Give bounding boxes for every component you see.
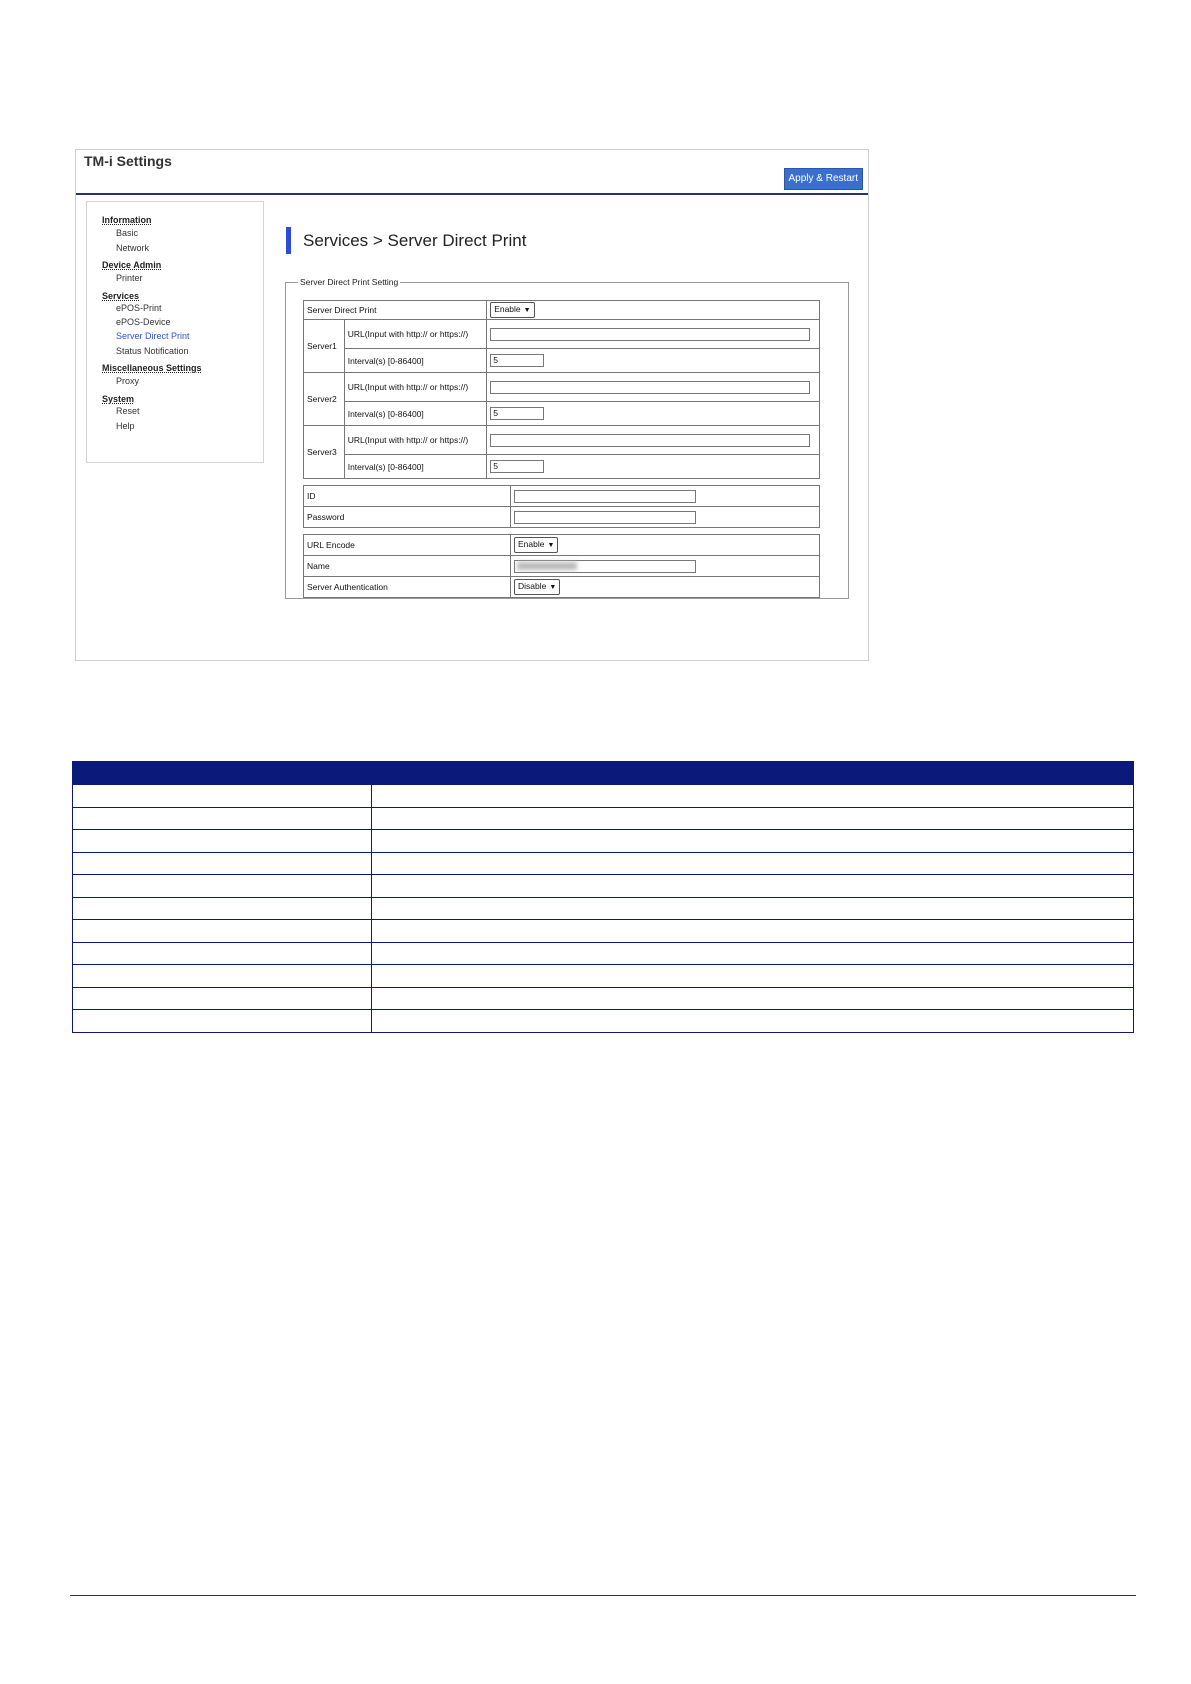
server1-label: Server1 xyxy=(304,320,345,373)
table-cell xyxy=(372,830,1134,853)
sdp-select-value: Enable xyxy=(494,304,521,314)
page-title: Services > Server Direct Print xyxy=(286,227,526,254)
table-row xyxy=(73,830,1134,853)
sidebar-item-proxy[interactable]: Proxy xyxy=(116,376,140,386)
table-cell xyxy=(73,852,372,875)
table-cell xyxy=(73,785,372,808)
app-title: TM-i Settings xyxy=(84,153,172,169)
password-cell xyxy=(511,507,820,528)
table-cell xyxy=(73,942,372,965)
table-cell xyxy=(372,942,1134,965)
table-cell xyxy=(73,1010,372,1033)
server1-interval-label: Interval(s) [0-86400] xyxy=(344,349,486,373)
credentials-table xyxy=(303,485,820,528)
table-row xyxy=(73,965,1134,988)
server2-interval-cell xyxy=(487,402,820,426)
sidebar-item-status-notification[interactable]: Status Notification xyxy=(116,346,189,356)
table-row xyxy=(73,875,1134,898)
document-table-header-cell xyxy=(372,762,1134,785)
table-row xyxy=(73,1010,1134,1033)
table-cell xyxy=(372,1010,1134,1033)
server2-url-label: URL(Input with http:// or https://) xyxy=(344,373,486,402)
sidebar-group-system[interactable]: System xyxy=(102,394,135,404)
url-encode-select[interactable] xyxy=(514,537,558,553)
sidebar-item-epos-device[interactable]: ePOS-Device xyxy=(116,317,171,327)
options-table xyxy=(303,534,820,598)
sidebar-group-misc-settings[interactable]: Miscellaneous Settings xyxy=(102,363,202,373)
server3-url-cell xyxy=(487,426,820,455)
table-cell xyxy=(372,897,1134,920)
server-auth-cell xyxy=(511,577,820,598)
sidebar-item-basic[interactable]: Basic xyxy=(116,228,139,238)
url-encode-cell xyxy=(511,535,820,556)
table-cell xyxy=(372,920,1134,943)
url-encode-value: Enable xyxy=(518,539,545,549)
server2-label: Server2 xyxy=(304,373,345,426)
server-auth-select[interactable] xyxy=(514,579,560,595)
table-cell xyxy=(73,875,372,898)
fieldset-legend: Server Direct Print Setting xyxy=(300,277,399,287)
server-auth-value: Disable xyxy=(518,581,547,591)
sidebar-item-server-direct-print[interactable]: Server Direct Print xyxy=(116,331,190,341)
sidebar-group-services[interactable]: Services xyxy=(102,291,140,301)
document-table-body xyxy=(73,785,1134,1033)
sdp-label: Server Direct Print xyxy=(304,301,487,320)
server2-interval-label: Interval(s) [0-86400] xyxy=(344,402,486,426)
table-cell xyxy=(73,920,372,943)
server1-url-label: URL(Input with http:// or https://) xyxy=(344,320,486,349)
server3-interval-label: Interval(s) [0-86400] xyxy=(344,455,486,479)
document-table-header xyxy=(73,762,1134,785)
id-label: ID xyxy=(304,486,511,507)
sidebar-item-help[interactable]: Help xyxy=(116,421,135,431)
footer-rule xyxy=(70,1595,1136,1596)
name-input[interactable] xyxy=(514,560,696,573)
sidebar-group-device-admin[interactable]: Device Admin xyxy=(102,260,162,270)
table-row xyxy=(73,942,1134,965)
server3-interval-input[interactable]: 5 xyxy=(490,460,544,473)
password-label: Password xyxy=(304,507,511,528)
server1-url-input[interactable] xyxy=(490,328,810,341)
table-cell xyxy=(73,897,372,920)
document-table-header-cell xyxy=(73,762,372,785)
sidebar-group-information[interactable]: Information xyxy=(102,215,152,225)
name-label: Name xyxy=(304,556,511,577)
table-cell xyxy=(73,965,372,988)
server3-url-label: URL(Input with http:// or https://) xyxy=(344,426,486,455)
document-table xyxy=(72,761,1134,1033)
server1-interval-cell xyxy=(487,349,820,373)
table-row xyxy=(73,807,1134,830)
app-header xyxy=(76,150,868,195)
sdp-select[interactable] xyxy=(490,302,534,318)
server-auth-label: Server Authentication xyxy=(304,577,511,598)
table-row xyxy=(73,785,1134,808)
table-row xyxy=(73,897,1134,920)
servers-table xyxy=(303,300,820,479)
table-cell xyxy=(372,987,1134,1010)
table-row xyxy=(73,987,1134,1010)
table-cell xyxy=(372,807,1134,830)
chevron-down-icon: ▼ xyxy=(547,542,555,549)
server3-label: Server3 xyxy=(304,426,345,479)
table-row xyxy=(73,920,1134,943)
settings-screenshot xyxy=(75,149,869,661)
table-cell xyxy=(73,987,372,1010)
password-input[interactable] xyxy=(514,511,696,524)
chevron-down-icon: ▼ xyxy=(549,584,557,591)
id-cell xyxy=(511,486,820,507)
sidebar-item-printer[interactable]: Printer xyxy=(116,273,143,283)
server3-url-input[interactable] xyxy=(490,434,810,447)
apply-restart-button[interactable]: Apply & Restart xyxy=(784,168,863,190)
table-cell xyxy=(73,830,372,853)
name-cell xyxy=(511,556,820,577)
redacted-name-value xyxy=(517,562,577,570)
url-encode-label: URL Encode xyxy=(304,535,511,556)
table-cell xyxy=(73,807,372,830)
sidebar-nav xyxy=(86,201,264,463)
sidebar-item-network[interactable]: Network xyxy=(116,243,150,253)
table-row xyxy=(73,852,1134,875)
table-cell xyxy=(372,852,1134,875)
sidebar-item-epos-print[interactable]: ePOS-Print xyxy=(116,303,162,313)
table-cell xyxy=(372,965,1134,988)
server1-url-cell xyxy=(487,320,820,349)
sidebar-item-reset[interactable]: Reset xyxy=(116,406,140,416)
server2-url-cell xyxy=(487,373,820,402)
server3-interval-cell xyxy=(487,455,820,479)
server2-url-input[interactable] xyxy=(490,381,810,394)
id-input[interactable] xyxy=(514,490,696,503)
table-cell xyxy=(372,875,1134,898)
sdp-cell xyxy=(487,301,820,320)
chevron-down-icon: ▼ xyxy=(523,307,531,314)
server2-interval-input[interactable]: 5 xyxy=(490,407,544,420)
table-cell xyxy=(372,785,1134,808)
server1-interval-input[interactable]: 5 xyxy=(490,354,544,367)
